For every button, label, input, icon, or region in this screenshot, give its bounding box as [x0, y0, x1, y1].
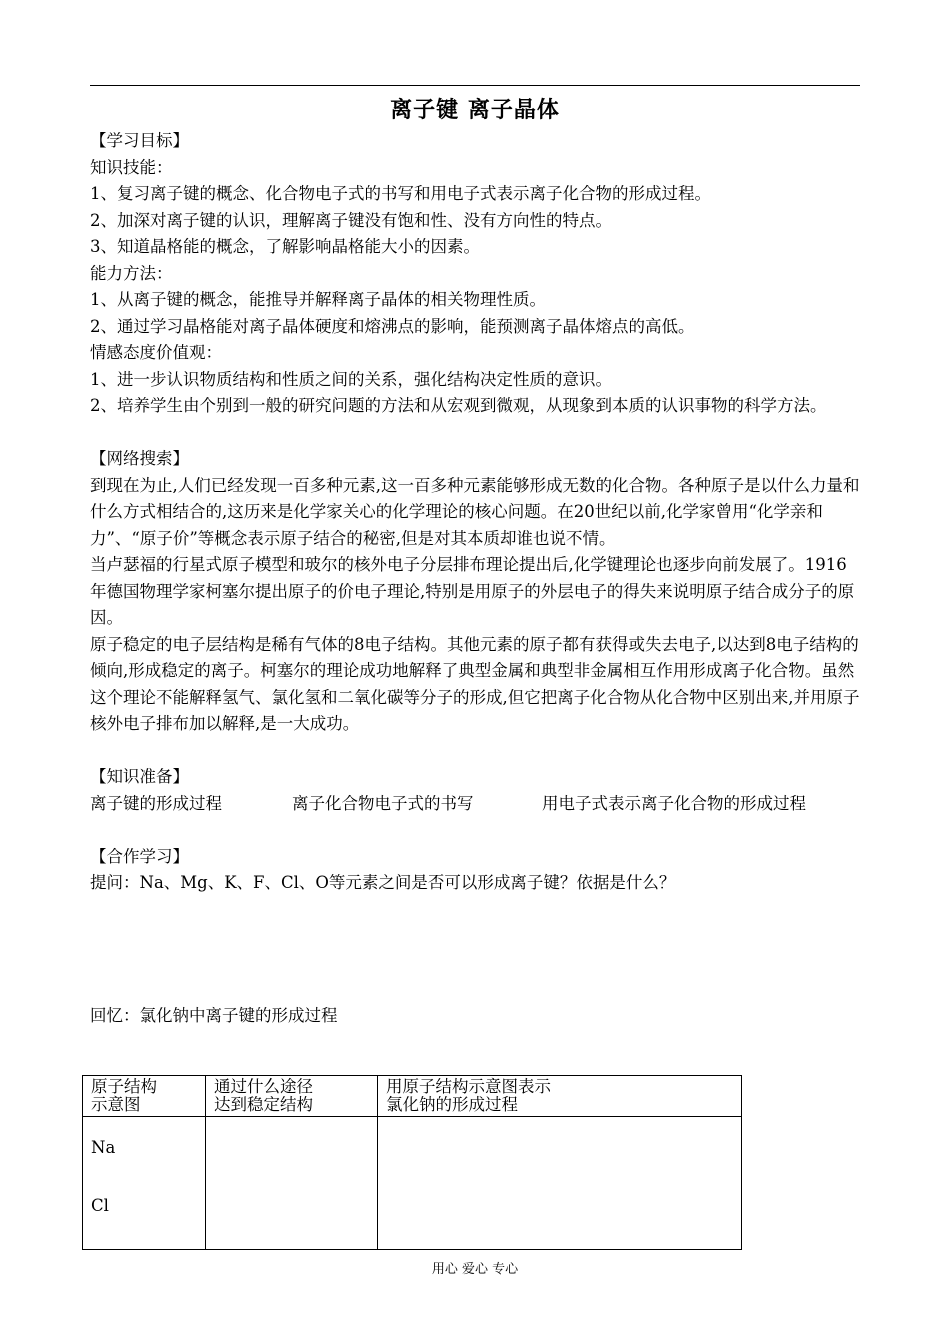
header-line: 氯化钠的形成过程	[386, 1095, 518, 1114]
table-cell[interactable]	[206, 1117, 378, 1250]
knowledge-item: 2、加深对离子键的认识，理解离子键没有饱和性、没有方向性的特点。	[90, 210, 612, 230]
table-header-cell	[83, 1076, 206, 1117]
knowledge-item: 1、复习离子键的概念、化合物电子式的书写和用电子式表示离子化合物的形成过程。	[90, 184, 711, 203]
table-cell[interactable]	[83, 1117, 206, 1250]
table-cell[interactable]	[378, 1117, 742, 1250]
table-header-cell	[206, 1076, 378, 1117]
cl-label: Cl	[91, 1196, 109, 1215]
header-line: 用原子结构示意图表示	[386, 1077, 551, 1096]
emotion-item: 2、培养学生由个别到一般的研究问题的方法和从宏观到微观，从现象到本质的认识事物的科学方法。	[90, 396, 827, 415]
nacl-table	[82, 1075, 742, 1250]
search-paragraph: 到现在为止,人们已经发现一百多种元素,这一百多种元素能够形成无数的化合物。各种原子是以什么力量和什么方式相结合的,这历来是化学家关心的化学理论的核心问题。在20世纪以前,化学家曾用“化学亲和力”、“原子价”等概念表示原子结合的秘密,但是对其本质却谁也说不情。	[90, 475, 860, 548]
table-header-row	[83, 1076, 742, 1117]
prep-heading: 【知识准备】	[90, 767, 189, 786]
knowledge-heading: 知识技能：	[90, 157, 173, 177]
ability-heading: 能力方法：	[90, 263, 173, 283]
emotion-heading: 情感态度价值观：	[90, 343, 222, 362]
prep-item: 用电子式表示离子化合物的形成过程	[542, 793, 806, 813]
search-paragraph: 当卢瑟福的行星式原子模型和玻尔的核外电子分层排布理论提出后,化学键理论也逐步向前发展了。1916年德国物理学家柯塞尔提出原子的价电子理论,特别是用原子的外层电子的得失来说明原子结合成分子的原因。	[90, 555, 855, 627]
knowledge-item: 3、知道晶格能的概念，了解影响晶格能大小的因素。	[90, 237, 480, 256]
prep-items	[90, 791, 860, 818]
header-line: 原子结构	[91, 1077, 157, 1096]
ability-item: 2、通过学习晶格能对离子晶体硬度和熔沸点的影响，能预测离子晶体熔点的高低。	[90, 316, 695, 336]
table-row	[83, 1117, 742, 1250]
goals-heading: 【学习目标】	[90, 131, 189, 150]
question-text: 提问：Na、Mg、K、F、Cl、O等元素之间是否可以形成离子键？依据是什么？	[90, 873, 676, 892]
document-body	[90, 128, 860, 1029]
header-line: 通过什么途径	[214, 1077, 313, 1096]
header-line: 示意图	[91, 1095, 141, 1114]
na-label: Na	[91, 1138, 116, 1157]
header-line: 达到稳定结构	[214, 1095, 313, 1114]
header-rule	[90, 85, 860, 86]
table-header-cell	[378, 1076, 742, 1117]
emotion-item: 1、进一步认识物质结构和性质之间的关系，强化结构决定性质的意识。	[90, 369, 612, 389]
prep-item: 离子键的形成过程	[90, 793, 222, 813]
ability-item: 1、从离子键的概念，能推导并解释离子晶体的相关物理性质。	[90, 290, 546, 309]
page-title: 离子键 离子晶体	[390, 98, 560, 123]
coop-heading: 【合作学习】	[90, 846, 189, 866]
prep-item: 离子化合物电子式的书写	[292, 793, 474, 813]
search-heading: 【网络搜索】	[90, 449, 189, 468]
recall-text: 回忆：氯化钠中离子键的形成过程	[90, 1005, 338, 1025]
search-paragraph: 原子稳定的电子层结构是稀有气体的8电子结构。其他元素的原子都有获得或失去电子,以达到8电子结构的倾向,形成稳定的离子。柯塞尔的理论成功地解释了典型金属和典型非金属相互作用形成离子化合物。虽然这个理论不能解释氢气、氯化氢和二氧化碳等分子的形成,但它把离子化合物从化合物中区别出来,并用原子核外电子排布加以解释,是一大成功。	[90, 634, 860, 733]
page-footer: 用心 爱心 专心	[431, 1262, 519, 1277]
